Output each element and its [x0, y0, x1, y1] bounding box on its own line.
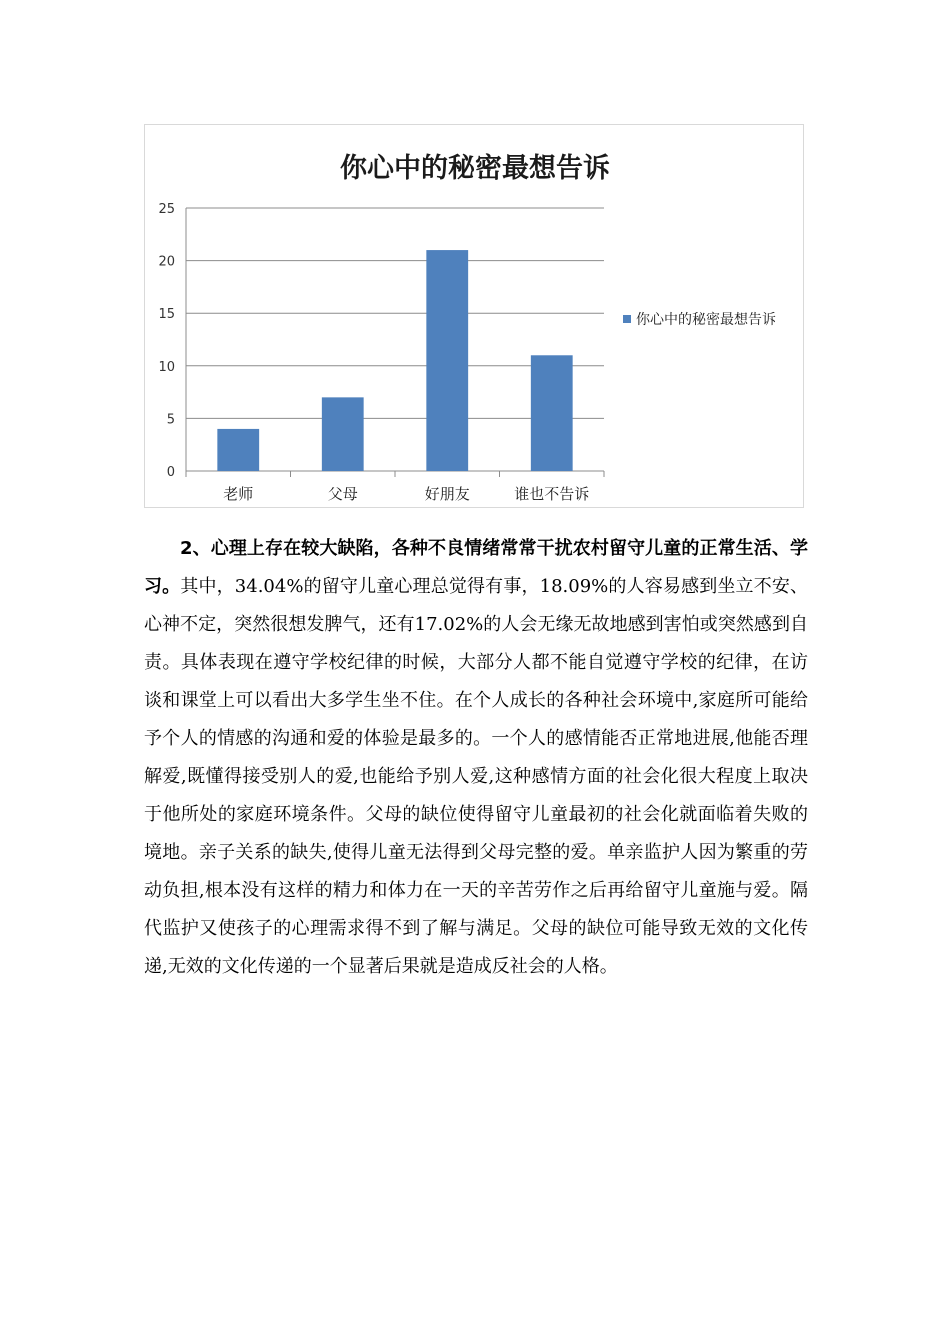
- y-tick-label: 5: [166, 412, 175, 428]
- legend-label: 你心中的秘密最想告诉: [636, 312, 776, 328]
- bar-chart: [145, 125, 803, 507]
- bar: [217, 429, 259, 471]
- paragraph: [144, 530, 808, 986]
- x-category-label: 好朋友: [424, 485, 470, 503]
- chart-frame: [144, 124, 804, 508]
- body-text: [144, 530, 808, 986]
- y-tick-label: 10: [158, 359, 175, 375]
- chart-title: 你心中的秘密最想告诉: [340, 153, 610, 184]
- x-category-label: 谁也不告诉: [514, 485, 590, 503]
- legend-swatch: [623, 315, 631, 323]
- bar: [531, 355, 573, 471]
- x-category-label: 父母: [327, 485, 358, 503]
- section-heading: 2、心理上存在较大缺陷，各种不良情绪常常干扰农村留守儿童的正常生活、学习。: [144, 538, 808, 597]
- y-tick-label: 15: [158, 307, 175, 323]
- y-tick-label: 20: [158, 254, 175, 270]
- paragraph-body: 其中，34.04%的留守儿童心理总觉得有事，18.09%的人容易感到坐立不安、心神不定，突然很想发脾气，还有17.02%的人会无缘无故地感到害怕或突然感到自责。具体表现在遵守学校纪律的时候，大部分人都不能自觉遵守学校的纪律，在访谈和课堂上可以看出大多学生坐不住。在个人成长的各种社会环境中,家庭所可能给予个人的情感的沟通和爱的体验是最多的。一个人的感情能否正常地进展,他能否理解爱,既懂得接受别人的爱,也能给予别人爱,这种感情方面的社会化很大程度上取决于他所处的家庭环境条件。父母的缺位使得留守儿童最初的社会化就面临着失败的境地。亲子关系的缺失,使得儿童无法得到父母完整的爱。单亲监护人因为繁重的劳动负担,根本没有这样的精力和体力在一天的辛苦劳作之后再给留守儿童施与爱。隔代监护又使孩子的心理需求得不到了解与满足。父母的缺位可能导致无效的文化传递,无效的文化传递的一个显著后果就是造成反社会的人格。: [144, 576, 809, 977]
- bar: [322, 397, 364, 471]
- x-category-label: 老师: [223, 485, 254, 503]
- bar: [426, 250, 468, 471]
- y-tick-label: 25: [158, 202, 175, 217]
- y-tick-label: 0: [166, 465, 175, 480]
